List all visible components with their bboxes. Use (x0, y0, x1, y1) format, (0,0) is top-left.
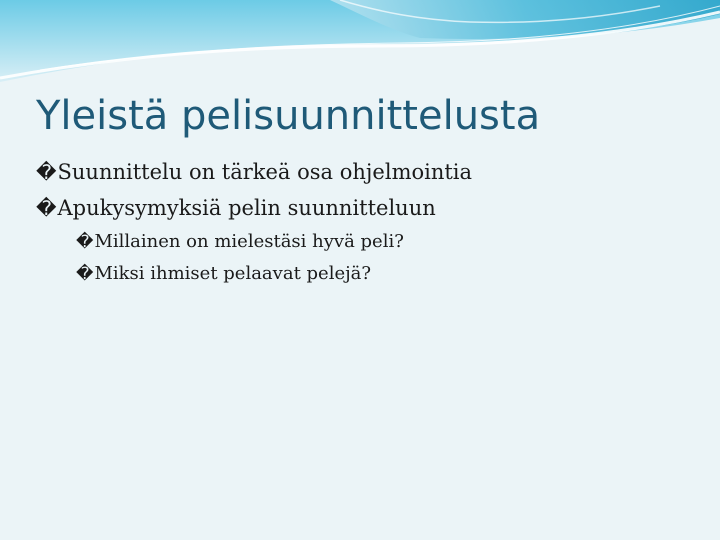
sub-bullet-item (36, 226, 696, 258)
bullet-glyph-icon: � (36, 160, 57, 184)
bullet-list (36, 154, 696, 290)
bullet-item (36, 190, 696, 226)
sub-bullet-text: Miksi ihmiset pelaavat pelejä? (94, 263, 372, 284)
bullet-text: Suunnittelu on tärkeä osa ohjelmointia (57, 160, 473, 184)
bullet-glyph-icon: � (36, 196, 57, 220)
header-wave-decoration (0, 0, 720, 90)
sub-bullet-item (36, 258, 696, 290)
sub-bullet-text: Millainen on mielestäsi hyvä peli? (94, 231, 404, 252)
bullet-glyph-icon: � (76, 232, 94, 252)
bullet-item (36, 154, 696, 190)
bullet-text: Apukysymyksiä pelin suunnitteluun (57, 196, 436, 220)
slide-title: Yleistä pelisuunnittelusta (36, 93, 541, 139)
bullet-glyph-icon: � (76, 264, 94, 284)
